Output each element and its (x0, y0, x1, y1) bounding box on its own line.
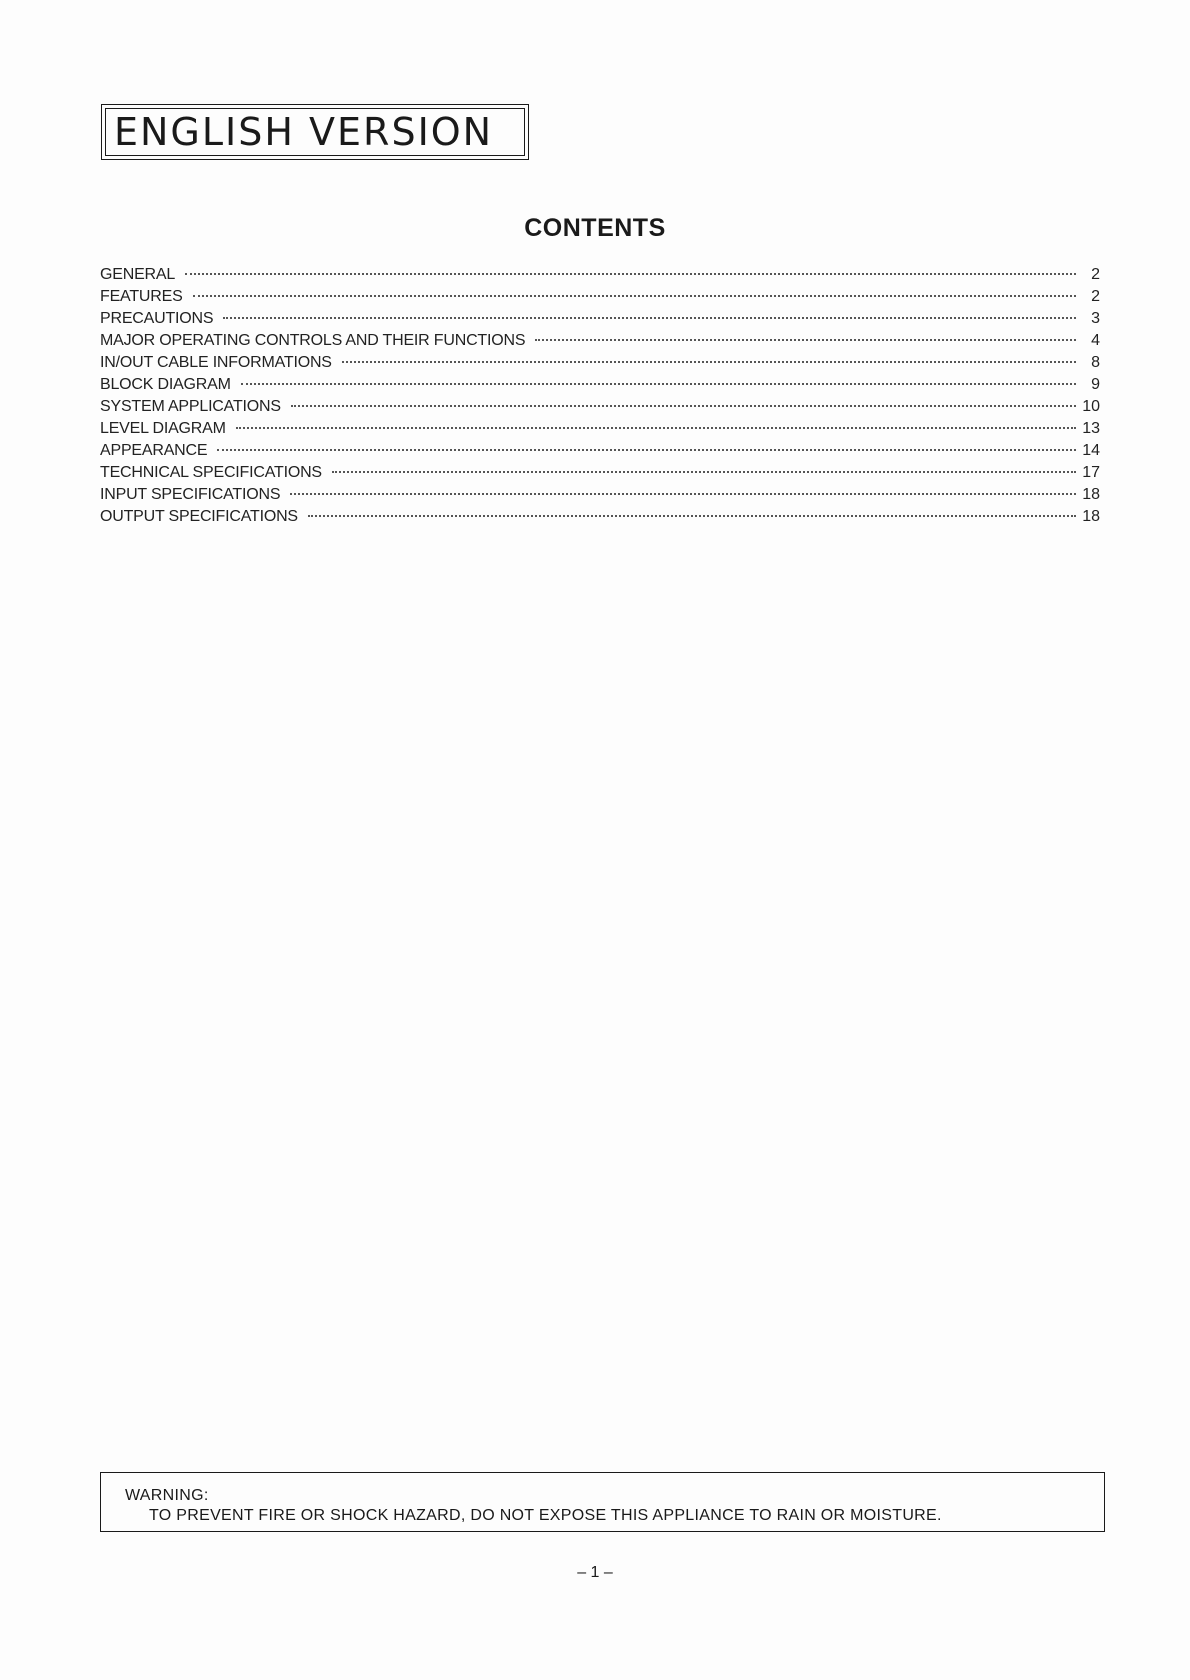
toc-entry-label: IN/OUT CABLE INFORMATIONS (100, 354, 332, 371)
toc-entry-label: INPUT SPECIFICATIONS (100, 486, 281, 503)
toc-dot-leader (223, 317, 1076, 319)
toc-entry-page: 2 (1091, 266, 1100, 283)
toc-entry-label: SYSTEM APPLICATIONS (100, 398, 281, 415)
warning-box (100, 1472, 1105, 1532)
toc-dot-leader (241, 383, 1076, 385)
toc-entry-page: 18 (1082, 486, 1100, 503)
toc-entry-label: MAJOR OPERATING CONTROLS AND THEIR FUNCTIONS (100, 332, 526, 349)
toc-entry (100, 420, 1100, 442)
toc-entry (100, 398, 1100, 420)
toc-entry-page: 18 (1082, 508, 1100, 525)
toc-entry (100, 376, 1100, 398)
toc-entry-label: PRECAUTIONS (100, 310, 214, 327)
warning-title: WARNING: (125, 1487, 209, 1504)
toc-entry (100, 464, 1100, 486)
toc-entry-label: OUTPUT SPECIFICATIONS (100, 508, 298, 525)
contents-heading: CONTENTS (524, 214, 666, 242)
toc-dot-leader (236, 427, 1076, 429)
toc-dot-leader (290, 493, 1076, 495)
toc-entry-page: 4 (1091, 332, 1100, 349)
toc-entry-page: 10 (1082, 398, 1100, 415)
title-box (101, 104, 529, 160)
toc-entry-page: 2 (1091, 288, 1100, 305)
toc-entry (100, 442, 1100, 464)
toc-dot-leader (342, 361, 1076, 363)
toc-dot-leader (291, 405, 1076, 407)
toc-entry-page: 8 (1091, 354, 1100, 371)
toc-entry-label: BLOCK DIAGRAM (100, 376, 231, 393)
toc-entry-page: 3 (1091, 310, 1100, 327)
page-title: ENGLISH VERSION (114, 110, 494, 154)
toc-entry-label: FEATURES (100, 288, 183, 305)
warning-text: TO PREVENT FIRE OR SHOCK HAZARD, DO NOT EXPOSE THIS APPLIANCE TO RAIN OR MOISTURE. (149, 1507, 942, 1524)
toc-entry-page: 17 (1082, 464, 1100, 481)
toc-entry (100, 486, 1100, 508)
toc-dot-leader (308, 515, 1076, 517)
toc-entry-page: 13 (1082, 420, 1100, 437)
toc-dot-leader (535, 339, 1076, 341)
toc-entry-label: LEVEL DIAGRAM (100, 420, 226, 437)
toc-entry (100, 354, 1100, 376)
toc-entry (100, 332, 1100, 354)
toc-entry-page: 9 (1091, 376, 1100, 393)
toc-entry (100, 288, 1100, 310)
toc-dot-leader (217, 449, 1076, 451)
toc-entry-label: GENERAL (100, 266, 176, 283)
toc-entry (100, 266, 1100, 288)
title-box-inner (105, 108, 525, 156)
toc-entry-label: APPEARANCE (100, 442, 208, 459)
toc-entry-label: TECHNICAL SPECIFICATIONS (100, 464, 322, 481)
toc-entry (100, 508, 1100, 530)
toc-dot-leader (185, 273, 1076, 275)
table-of-contents (100, 266, 1100, 530)
page-number: – 1 – (577, 1564, 613, 1581)
toc-dot-leader (193, 295, 1076, 297)
toc-entry-page: 14 (1082, 442, 1100, 459)
toc-dot-leader (332, 471, 1076, 473)
toc-entry (100, 310, 1100, 332)
